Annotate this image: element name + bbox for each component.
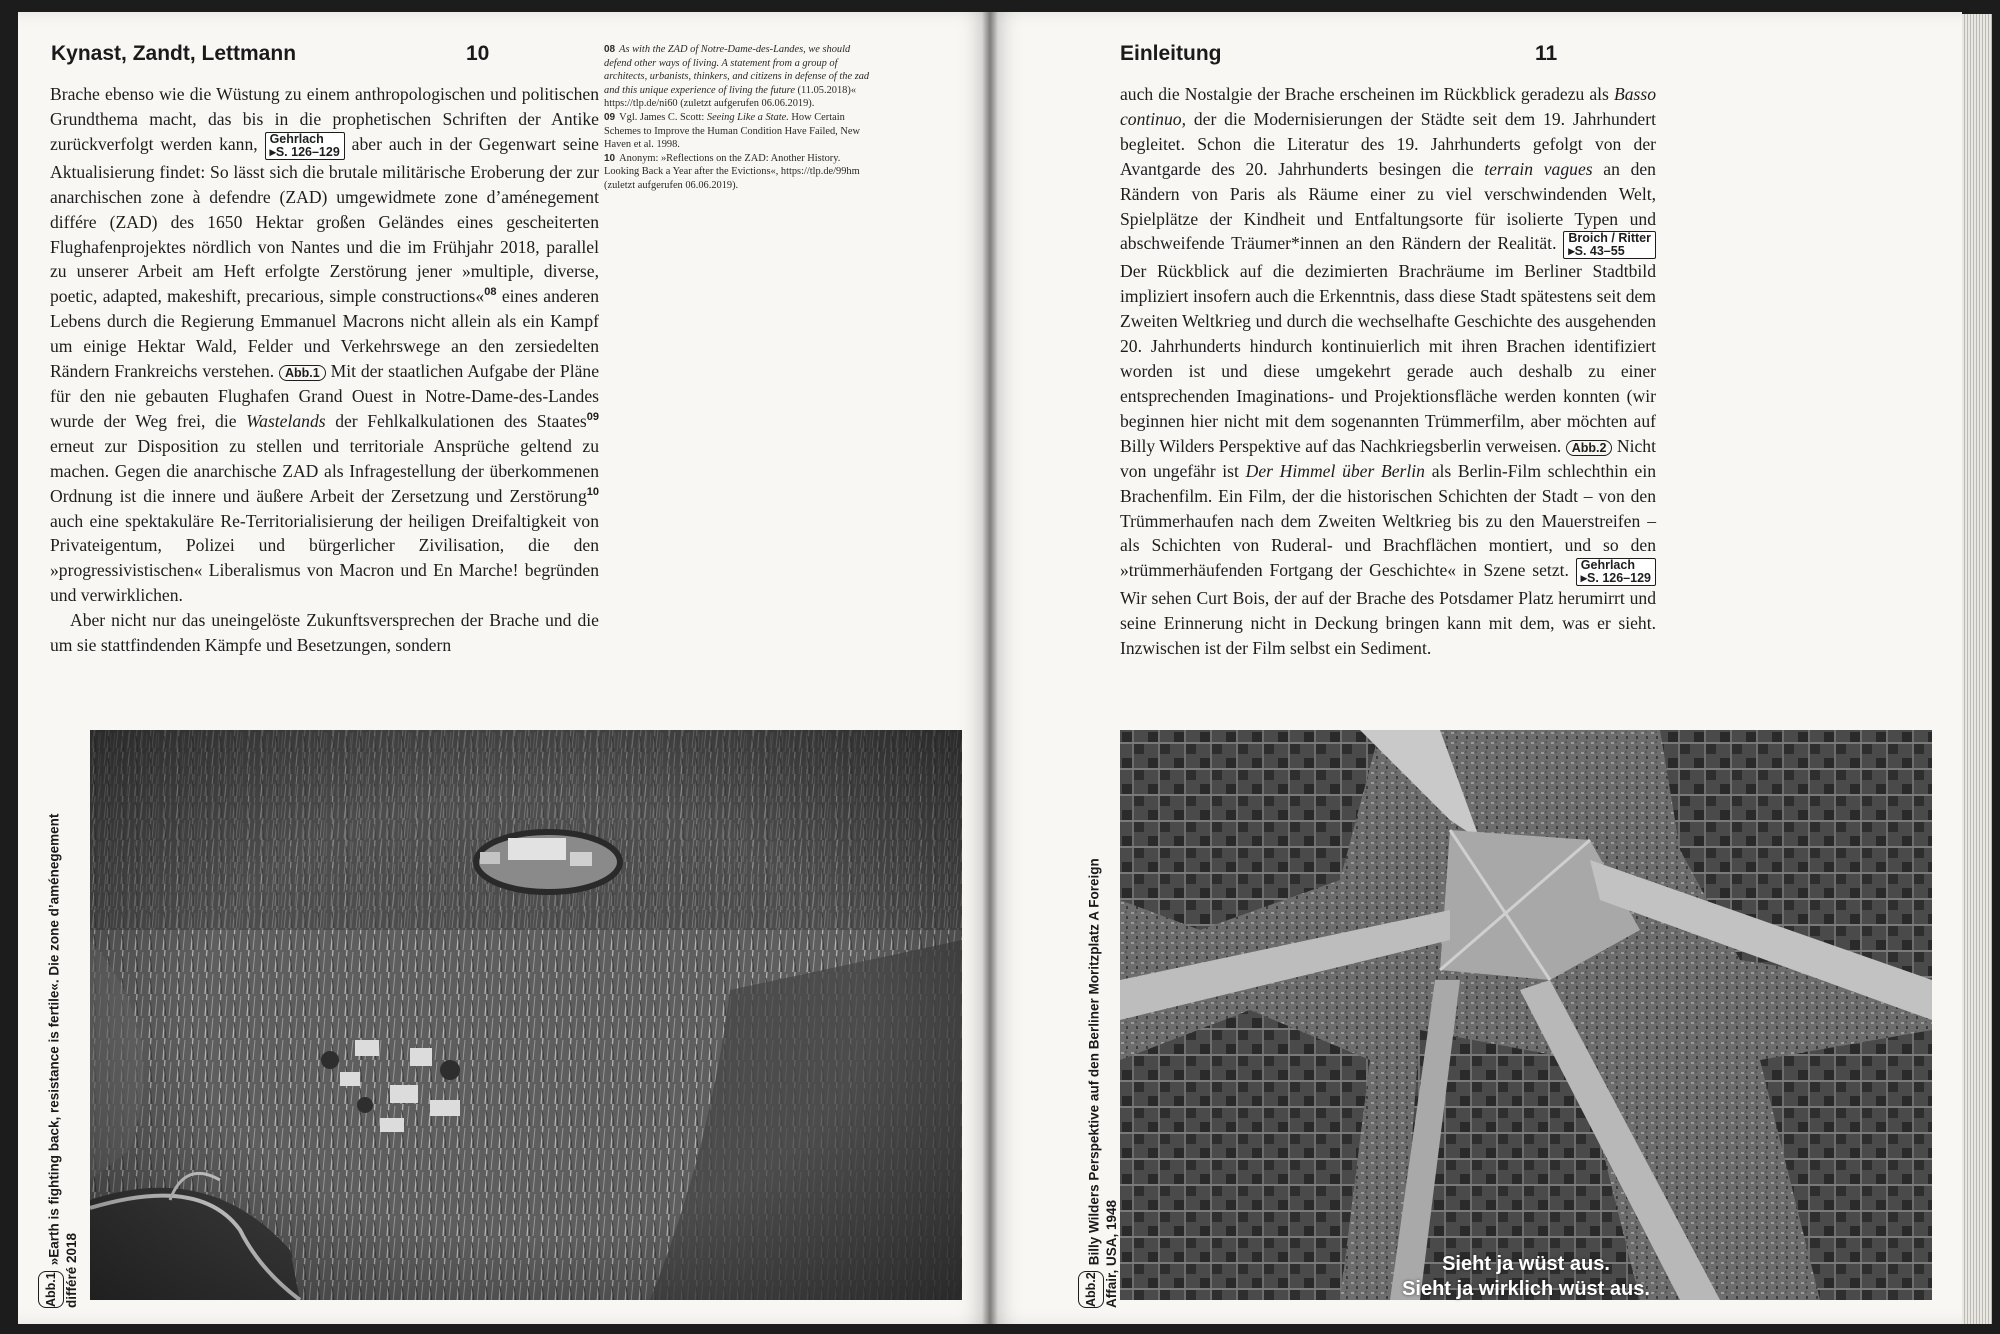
figure-caption-abb2: Abb.2Billy Wilders Perspektive auf den Berliner Moritzplatz A Foreign Affair, USA, 1948 [1078, 730, 1120, 1308]
left-page [18, 12, 990, 1324]
aerial-photo-berlin-ruins [1120, 730, 1932, 1300]
book-gutter [982, 12, 998, 1324]
film-subtitle: Sieht ja wüst aus. Sieht ja wirklich wüst aus. [1402, 1253, 1650, 1300]
footnote-ref-10[interactable]: 10 [586, 485, 599, 498]
figure-ref-abb2[interactable]: Abb.2 [1566, 440, 1613, 456]
left-body-text [50, 82, 599, 658]
figure-ref-abb1[interactable]: Abb.1 [279, 365, 326, 381]
right-page-number: 11 [1535, 42, 1558, 65]
footnote-09: 09 Vgl. James C. Scott: Seeing Like a State. How Certain Schemes to Improve the Human Condition Have Failed, New Haven et al. 1998. [604, 111, 860, 151]
crossref-broich-ritter[interactable]: Broich / Ritter ▸S. 43–55 [1563, 231, 1656, 259]
left-footnotes [604, 43, 870, 193]
right-paragraph-1: auch die Nostalgie der Brache erscheinen im Rückblick geradezu als Basso continuo, der die Modernisierungen der Städte seit dem 19. Jahrhundert begleitet. Schon die Literatur des 19. Jahrhunderts gefolgt von der Avantgarde des 20. Jahrhunderts besingen die terrain vagues an den Rändern von Paris als Räume einer zu viel verschwindenden Welt, Spielplätze der Kindheit und Entfaltungsorte für isolierte Typen und abschweifende Träumer*innen an den Rändern der Realität. Broich / Ritter ▸S. 43–55 Der Rückblick auf die dezimierten Brachräume im Berliner Stadtbild impliziert insofern auch die Erkenntnis, dass diese Stadt spätestens seit dem Zweiten Weltkrieg und durch die wechselhafte Geschichte des ausgehenden 20. Jahrhunderts hindurch kontinuierlich mit ihren Brachen identifiziert worden ist und diese umgekehrt gerade auch deshalb zu einer entsprechenden Imaginations- und Projektionsfläche werden konnten (wir beginnen hier nicht mit dem sogenannten Trümmerfilm, aber möchten auf Billy Wilders Perspektive auf das Nachkriegsberlin verweisen. Abb.2 Nicht von ungefähr ist Der Himmel über Berlin als Berlin-Film schlechthin ein Brachenfilm. Ein Film, der die historischen Schichten der Stadt – von den Trümmerhaufen nach dem Zweiten Weltkrieg bis zu den Mauerstreifen – als Schichten von Ruderal- und Brachflächen montiert, und so den »trümmerhäufenden Fortgang der Geschichte« in Szene setzt. Gehrlach ▸S. 126–129 Wir sehen Curt Bois, der auf der Brache des Potsdamer Platz herumirrt und seine Erinnerung nicht in Deckung bringen kann mit dem, was er sieht. Inzwischen ist der Film selbst ein Sediment. [1120, 84, 1656, 659]
crossref-gehrlach-2[interactable]: Gehrlach ▸S. 126–129 [1576, 558, 1656, 586]
footnote-ref-08[interactable]: 08 [484, 286, 497, 299]
footnote-08: 08 As with the ZAD of Notre-Dame-des-Landes, we should defend other ways of living. A statement from a group of architects, urbanists, thinkers, and citizens in defense of the zad and this unique experience of living the future (11.05.2018)« https://tlp.de/ni60 (zuletzt aufgerufen 06.06.2019). [604, 44, 870, 110]
footnote-ref-09[interactable]: 09 [586, 411, 599, 424]
crossref-gehrlach[interactable]: Gehrlach ▸S. 126–129 [265, 132, 345, 160]
left-running-head: Kynast, Zandt, Lettmann [51, 42, 297, 65]
left-page-number: 10 [466, 42, 490, 65]
footnote-10: 10 Anonym: »Reflections on the ZAD: Another History. Looking Back a Year after the Evictions«, https://tlp.de/99hm (zuletzt aufgerufen 06.06.2019). [604, 152, 860, 191]
figure-caption-abb1: Abb.1»Earth is fighting back, resistance is fertile«. Die zone d’aménegement différé 2018 [38, 730, 80, 1308]
right-running-head: Einleitung [1120, 42, 1222, 65]
page-edges [1962, 14, 1992, 1324]
right-body-text [1120, 82, 1656, 661]
left-paragraph-2: Aber nicht nur das uneingelöste Zukunftsversprechen der Brache und die um sie stattfindenden Kämpfe und Besetzungen, sondern [50, 610, 599, 656]
left-paragraph-1: Brache ebenso wie die Wüstung zu einem anthropologischen und politischen Grundthema macht, das bis in die prophetischen Schriften der Antike zurückverfolgt werden kann, Gehrlach ▸S. 126–129 aber auch in der Gegenwart seine Aktualisierung findet: So lässt sich die brutale militärische Eroberung der zur anarchischen zone à defendre (ZAD) umgewidmete zone d’aménegement différe (ZAD) des 1650 Hektar großen Geländes eines gescheiterten Flughafenprojektes nördlich von Nantes und die im Frühjahr 2018, parallel zu unserer Arbeit am Heft erfolgte Zerstörung jener »multiple, diverse, poetic, adapted, makeshift, precarious, simple constructions«$^{08}$ eines anderen Lebens durch die Regierung Emmanuel Macrons nicht allein als ein Kampf um einige Hektar Wald, Felder und Verkehrswege an den zersiedelten Rändern Frankreichs verstehen. Abb.1 Mit der staatlichen Aufgabe der Pläne für den nie gebauten Flughafen Grand Ouest in Notre-Dame-des-Landes wurde der Weg frei, die Wastelands der Fehlkalkulationen des Staates$^{09}$ erneut zur Disposition zu stellen und territoriale Ansprüche geltend zu machen. Gegen die anarchische ZAD als Infragestellung der überkommenen Ordnung ist die innere und äußere Arbeit der Zersetzung und Zerstörung$^{10}$ auch eine spektakuläre Re-Territorialisierung der heiligen Dreifaltigkeit von Privateigentum, Polizei und bürgerlicher Zivilisation, die den »progressivistischen« Liberalismus von Macron und En Marche! begründen und verwirklichen. [50, 84, 600, 606]
right-page [990, 12, 1962, 1324]
aerial-photo-zad-forest [90, 730, 962, 1300]
